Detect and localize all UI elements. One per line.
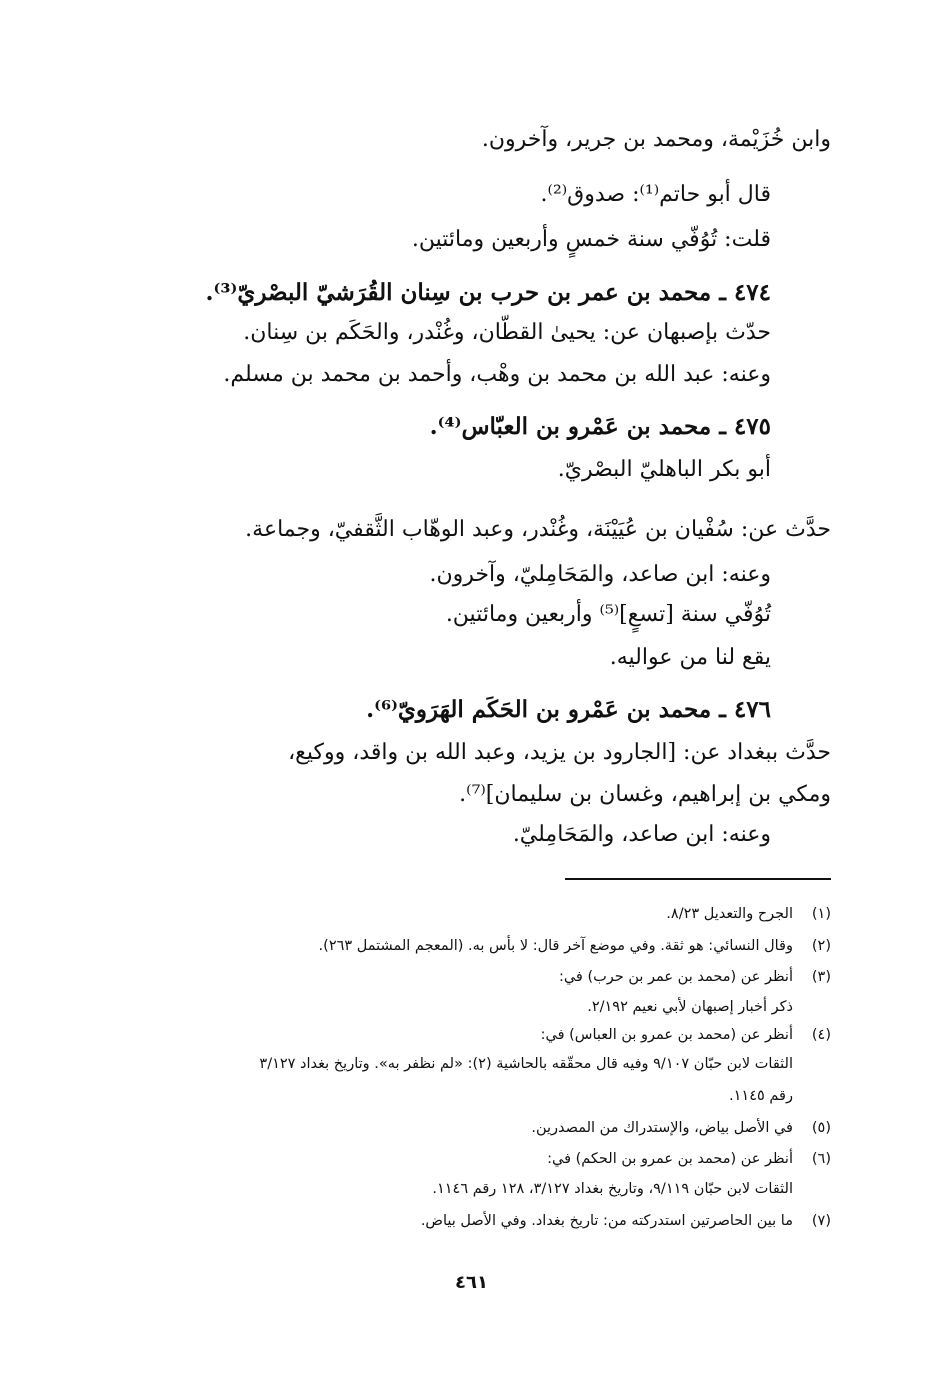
- footnote-6: [547, 1148, 831, 1170]
- footnote-text: في الأصل بياض، والإستدراك من المصدرين.: [531, 1120, 793, 1136]
- footnote-number: (٣): [811, 969, 831, 985]
- footnote-text: الجرح والتعديل ٨/٢٣.: [666, 906, 793, 922]
- footnote-2: [319, 935, 831, 957]
- text-line: وعنه: ابن صاعد، والمَحَامِليّ، وآخرون.: [429, 562, 771, 587]
- entry-heading-475: ٤٧٥ ـ محمد بن عَمْرو بن العبّاس⁽⁴⁾.: [429, 413, 771, 440]
- footnote-text: أنظر عن (محمد بن عمرو بن العباس) في:: [540, 1027, 793, 1043]
- text-line: تُوُفّي سنة [تسعٍ]⁽⁵⁾ وأربعين ومائتين.: [445, 602, 771, 627]
- footnote-separator: [565, 878, 831, 880]
- footnote-3: [559, 966, 831, 988]
- text-line: أبو بكر الباهليّ البصْريّ.: [557, 457, 771, 482]
- footnote-number: (٢): [811, 938, 831, 954]
- footnote-text: أنظر عن (محمد بن عمر بن حرب) في:: [558, 969, 793, 985]
- footnote-number: (٦): [811, 1151, 831, 1167]
- footnote-text: وقال النسائي: هو ثقة. وفي موضع آخر قال: لا بأس به. (المعجم المشتمل ٢٦٣).: [318, 938, 793, 954]
- footnote-number: (٧): [811, 1213, 831, 1229]
- text-line: يقع لنا من عواليه.: [609, 645, 771, 670]
- footnote-6-cont: الثقات لابن حبّان ٩/١١٩، وتاريخ بغداد ٣/١٢٧، ١٢٨ رقم ١١٤٦.: [432, 1181, 793, 1197]
- footnote-4-cont: رقم ١١٤٥.: [729, 1088, 793, 1104]
- text-line: وعنه: ابن صاعد، والمَحَامِليّ.: [512, 822, 771, 847]
- footnote-7: [421, 1210, 831, 1232]
- text-line: قال أبو حاتم⁽¹⁾: صدوق⁽²⁾.: [540, 182, 771, 207]
- text-line: قلت: تُوُفّي سنة خمسٍ وأربعين ومائتين.: [411, 227, 771, 252]
- footnote-number: (٥): [811, 1120, 831, 1136]
- footnote-text: ما بين الحاصرتين استدركته من: تاريخ بغداد. وفي الأصل بياض.: [420, 1213, 793, 1229]
- footnote-4: [541, 1024, 831, 1046]
- footnote-number: (١): [811, 906, 831, 922]
- text-line: حدَّث ببغداد عن: [الجارود بن يزيد، وعبد الله بن واقد، ووكيع،: [288, 740, 831, 765]
- footnote-3-cont: ذكر أخبار إصبهان لأبي نعيم ٢/١٩٢.: [587, 999, 793, 1015]
- text-line: حدَّث عن: سُفْيان بن عُيَيْنَة، وغُنْدر، وعبد الوهّاب الثَّقفيّ، وجماعة.: [245, 517, 831, 542]
- text-line: وابن خُزَيْمة، ومحمد بن جرير، وآخرون.: [481, 127, 831, 152]
- entry-heading-476: ٤٧٦ ـ محمد بن عَمْرو بن الحَكَم الهَرَويّ⁽⁶⁾.: [366, 696, 771, 723]
- footnote-5: [531, 1117, 831, 1139]
- footnote-number: (٤): [811, 1027, 831, 1043]
- entry-heading-474: ٤٧٤ ـ محمد بن عمر بن حرب بن سِنان القُرَشيّ البصْريّ⁽³⁾.: [205, 279, 771, 306]
- text-line: ومكي بن إبراهيم، وغسان بن سليمان]⁽⁷⁾.: [459, 782, 831, 807]
- footnote-1: [666, 903, 831, 925]
- text-line: حدّث بإصبهان عن: يحيىٰ القطّان، وغُنْدر، والحَكَم بن سِنان.: [243, 320, 771, 345]
- footnote-text: أنظر عن (محمد بن عمرو بن الحكم) في:: [547, 1151, 793, 1167]
- text-line: وعنه: عبد الله بن محمد بن وهْب، وأحمد بن محمد بن مسلم.: [223, 362, 771, 387]
- page-number: ٤٦١: [455, 1272, 488, 1293]
- footnote-4-cont: الثقات لابن حبّان ٩/١٠٧ وفيه قال محقّقه بالحاشية (٢): «لم نظفر به». وتاريخ بغداد ٣/١٢٧: [259, 1056, 793, 1072]
